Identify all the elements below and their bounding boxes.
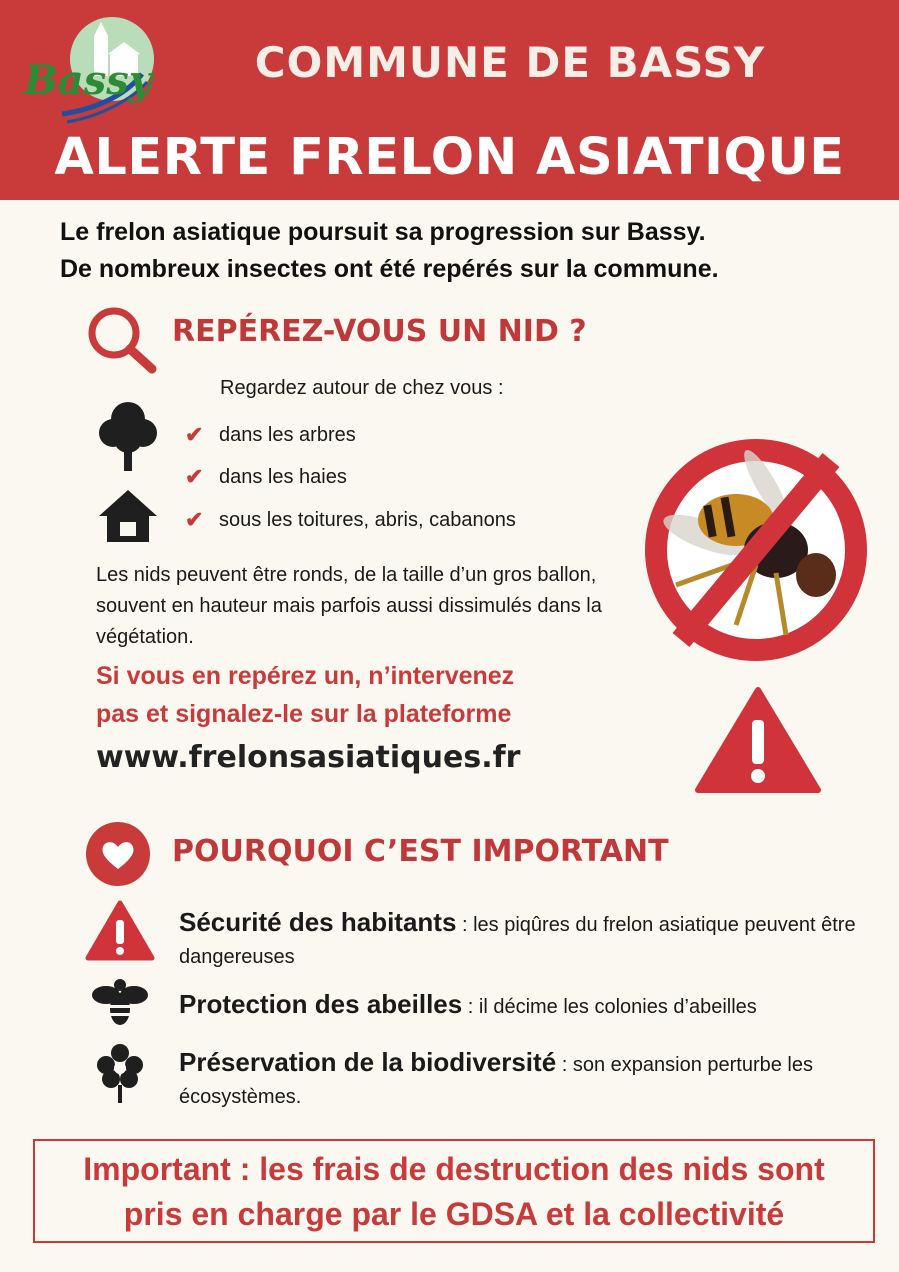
bassy-logo xyxy=(22,14,162,129)
look-around-label: Regardez autour de chez vous : xyxy=(220,377,504,399)
list-item xyxy=(185,507,516,533)
svg-text:Bassy: Bassy xyxy=(24,57,153,104)
house-icon xyxy=(97,488,159,544)
alert-title: ALERTE FRELON ASIATIQUE xyxy=(54,128,845,187)
importance-item-biodiversity xyxy=(179,1046,869,1113)
importance-heading: Protection des abeilles xyxy=(179,989,463,1019)
check-icon: ✔ xyxy=(185,507,204,532)
importance-item-bees xyxy=(179,988,869,1023)
list-item xyxy=(185,464,347,490)
search-icon xyxy=(84,303,158,375)
bee-icon xyxy=(92,977,148,1029)
cost-notice-line-2: pris en charge par le GDSA et la collectivité xyxy=(123,1196,785,1232)
header-banner xyxy=(0,0,899,200)
check-icon: ✔ xyxy=(185,464,204,489)
cost-notice-box xyxy=(33,1139,875,1243)
list-item xyxy=(185,422,356,448)
importance-heading: Préservation de la biodiversité xyxy=(179,1047,557,1077)
warning-icon xyxy=(694,686,822,796)
list-item-label: dans les arbres xyxy=(219,423,356,446)
no-hornet-icon xyxy=(636,435,876,665)
list-item-label: sous les toitures, abris, cabanons xyxy=(219,508,516,531)
importance-text: : son expansion perturbe les écosystèmes. xyxy=(179,1054,813,1108)
nest-description: Les nids peuvent être ronds, de la taille d’un gros ballon, souvent en hauteur mais parfois aussi dissimulés dans la végétation. xyxy=(96,564,602,648)
flower-icon xyxy=(96,1043,144,1103)
list-item-label: dans les haies xyxy=(219,465,347,488)
commune-title: COMMUNE DE BASSY xyxy=(254,38,766,87)
report-warning xyxy=(96,657,636,733)
importance-heading: Sécurité des habitants xyxy=(179,907,457,937)
tree-icon xyxy=(97,399,159,472)
warning-icon xyxy=(85,900,155,962)
section-importance-title: POURQUOI C’EST IMPORTANT xyxy=(172,834,669,869)
intro-line-2: De nombreux insectes ont été repérés sur la commune. xyxy=(60,255,719,283)
check-icon: ✔ xyxy=(185,422,204,447)
report-url[interactable]: www.frelonsasiatiques.fr xyxy=(96,740,521,775)
intro-line-1: Le frelon asiatique poursuit sa progression sur Bassy. xyxy=(60,218,706,246)
importance-text: : les piqûres du frelon asiatique peuvent être dangereuses xyxy=(179,914,856,968)
importance-text: : il décime les colonies d’abeilles xyxy=(462,996,757,1018)
importance-item-safety xyxy=(179,906,869,973)
report-warning-line-2: pas et signalez-le sur la plateforme xyxy=(96,700,512,728)
heart-icon xyxy=(85,821,151,887)
report-warning-line-1: Si vous en repérez un, n’intervenez xyxy=(96,662,515,690)
cost-notice-line-1: Important : les frais de destruction des nids sont xyxy=(83,1151,825,1187)
section-find-nest-title: REPÉREZ-VOUS UN NID ? xyxy=(172,314,587,349)
intro-text xyxy=(60,214,880,288)
